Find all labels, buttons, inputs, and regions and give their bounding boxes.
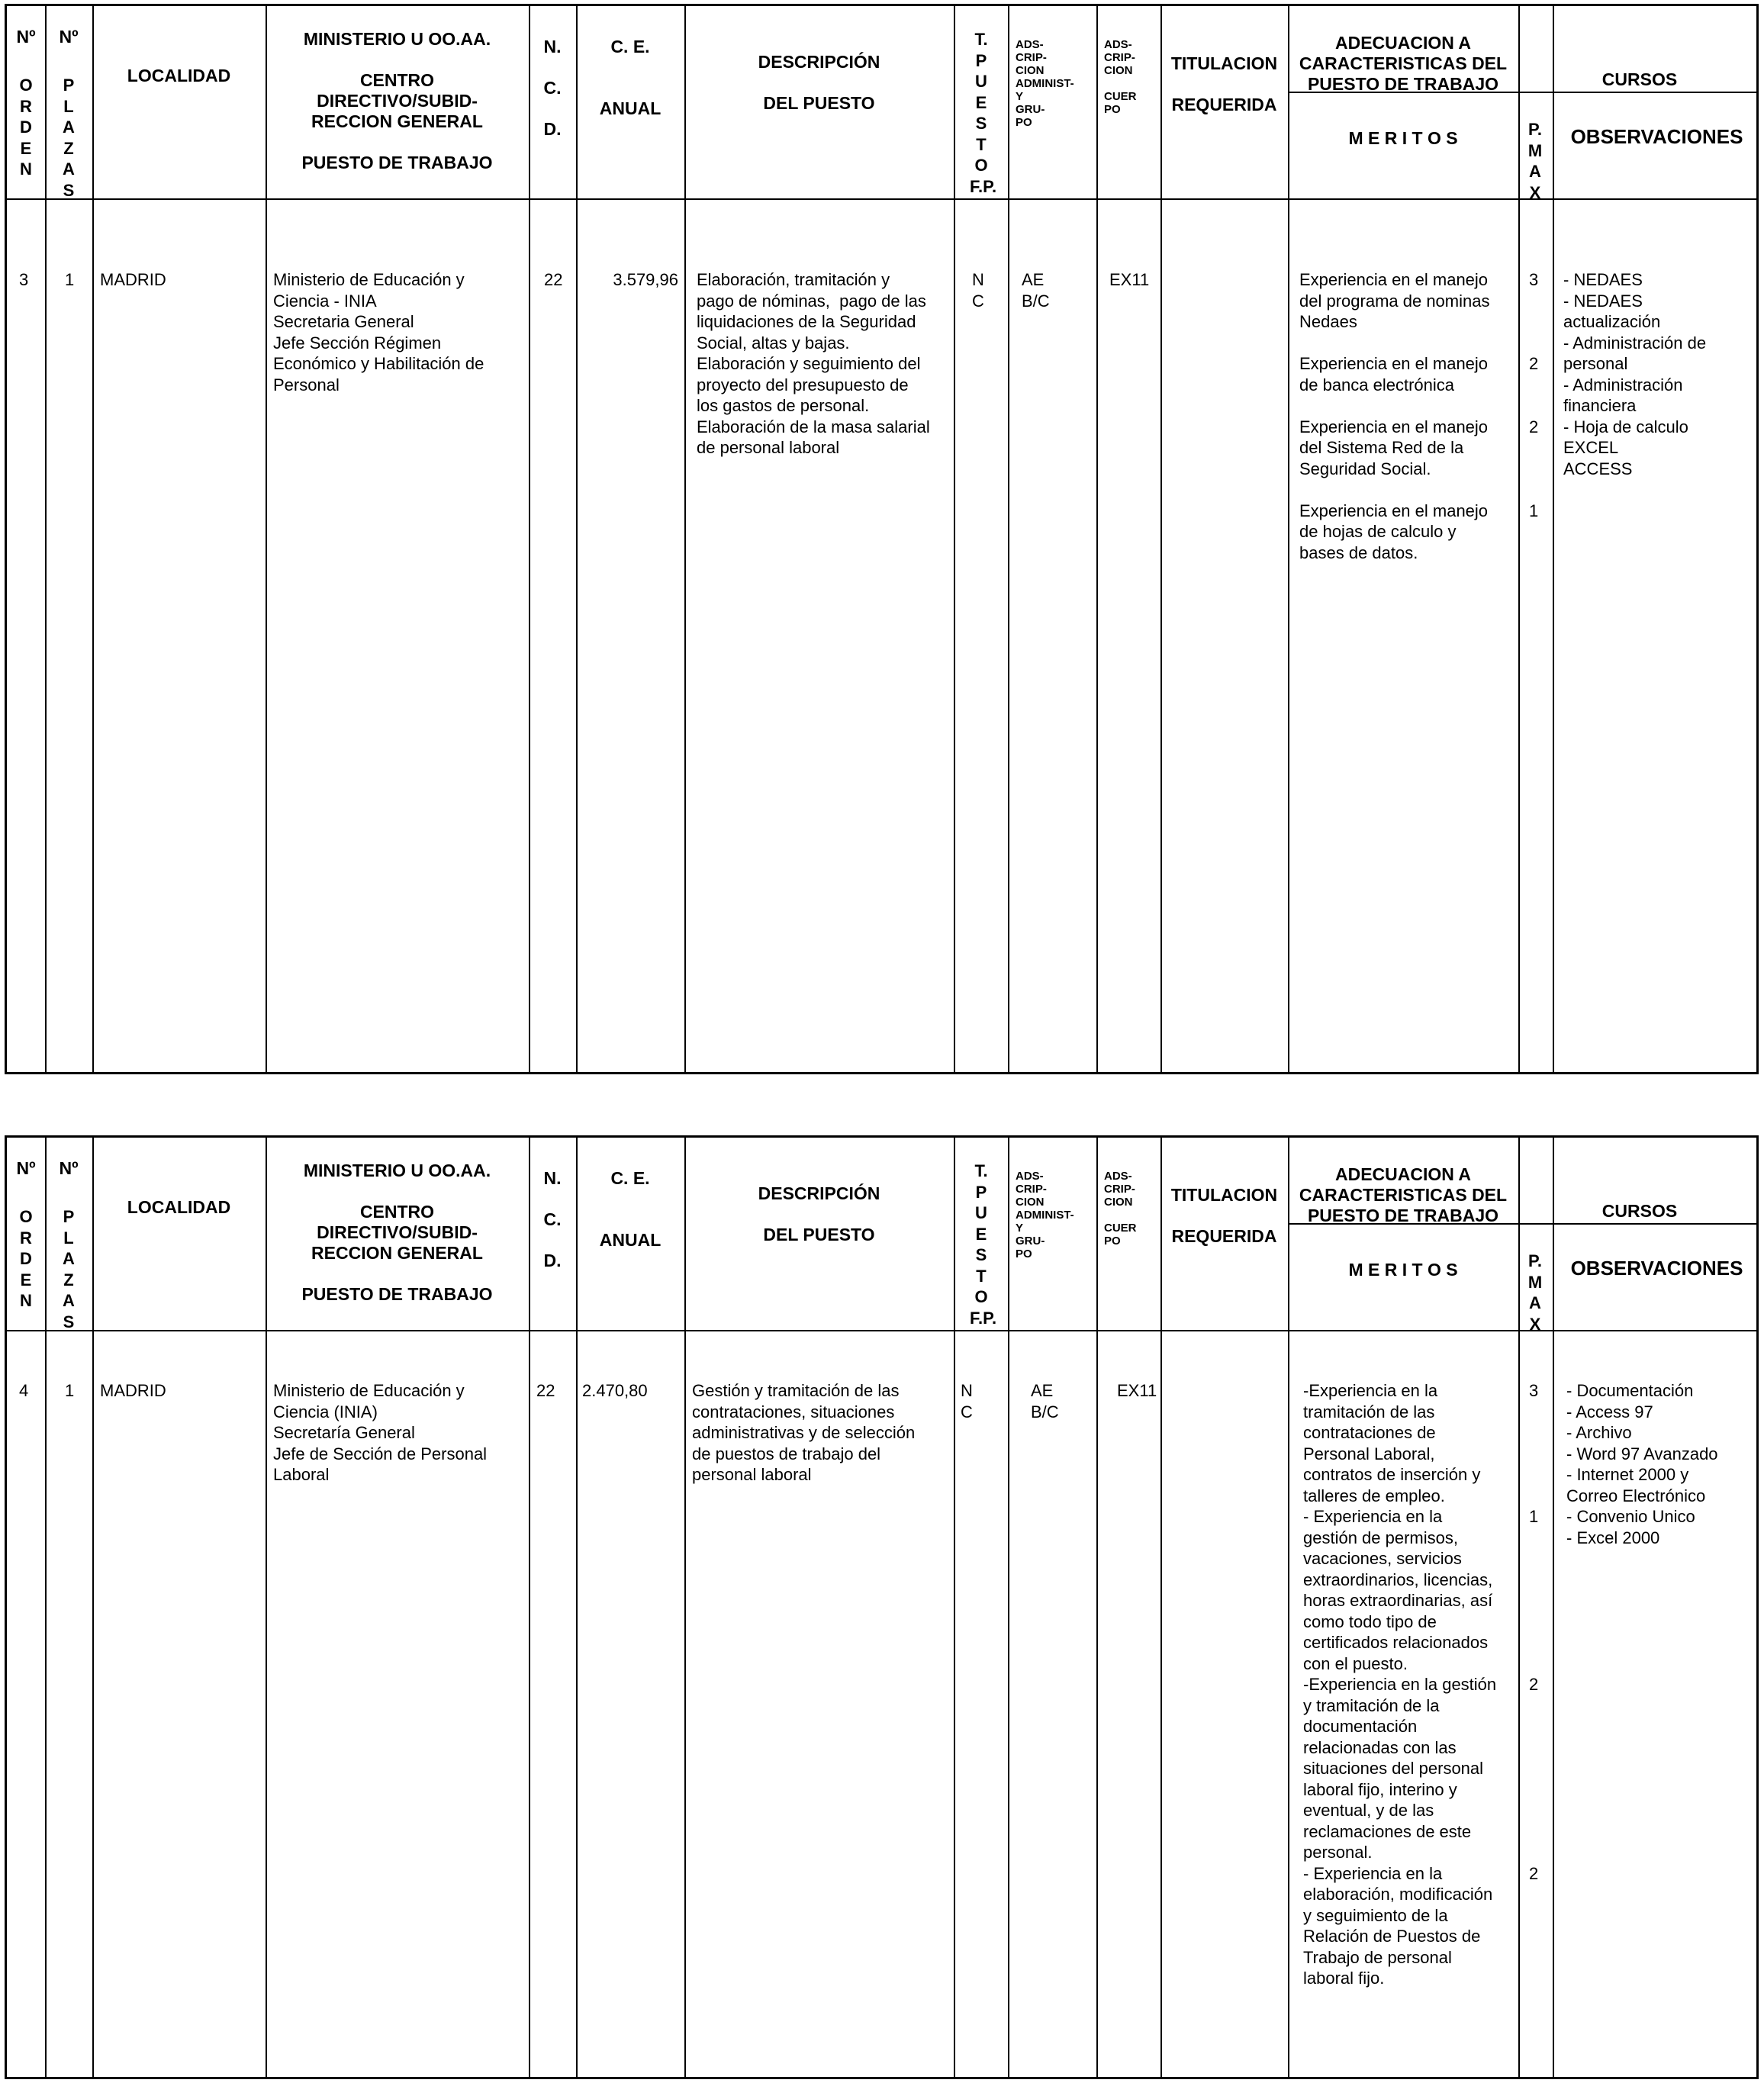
cell-adscripcion-adm: AE B/C bbox=[1022, 270, 1050, 311]
cell-adscripcion-cuerpo: EX11 bbox=[1117, 1381, 1157, 1400]
cell-plazas: 1 bbox=[65, 270, 75, 289]
header-ministerio: MINISTERIO U OO.AA. CENTRO DIRECTIVO/SUBID- RECCION GENERAL PUESTO DE TRABAJO bbox=[301, 1161, 493, 1304]
cell-ncd: 22 bbox=[536, 1381, 555, 1400]
header-adscripcion-cuerpo: ADS- CRIP- CION CUER PO bbox=[1104, 38, 1137, 116]
header-pmax: P. M A X bbox=[1527, 1251, 1543, 1334]
cell-meritos: -Experiencia en la tramitación de las contrataciones de Personal Laboral, contratos de inserción y talleres de empleo. - Experiencia en la gestión de permisos, vacaciones, servicios extraordinarios, licencias, horas extraordinarias, así como todo tipo de certificados relacionados con el puesto. -Experiencia en la gestión y tramitación de la documentación relacionadas con las situaciones del personal laboral fijo, interino y eventual, y de las reclamaciones de este personal. - Experiencia en la elaboración, modificación y seguimiento de la Relación de Puestos de Trabajo de personal laboral fijo. bbox=[1303, 1381, 1497, 1988]
header-no: Nº bbox=[16, 27, 36, 47]
cell-tpuesto: N C bbox=[961, 1381, 973, 1421]
header-tpuesto: T. P U E S T O F.P. bbox=[970, 30, 997, 196]
header-meritos: M E R I T O S bbox=[1348, 1260, 1458, 1280]
job-table-1 bbox=[5, 4, 1759, 1074]
cell-ncd: 22 bbox=[544, 270, 563, 289]
cell-descripcion: Elaboración, tramitación y pago de nóminas, pago de las liquidaciones de la Seguridad Social, altas y bajas. Elaboración y seguimiento del proyecto del presupuesto de los gastos de personal. Elaboración de la masa salarial de personal laboral bbox=[697, 270, 930, 457]
header-titulacion: TITULACION REQUERIDA bbox=[1170, 53, 1278, 114]
header-tpuesto: T. P U E S T O F.P. bbox=[970, 1161, 997, 1328]
header-ce: C. E. ANUAL bbox=[599, 37, 662, 118]
header-adscripcion-adm: ADS- CRIP- CION ADMINIST- Y GRU- PO bbox=[1016, 38, 1074, 129]
header-no-plazas: Nº bbox=[59, 27, 79, 47]
header-descripcion: DESCRIPCIÓN DEL PUESTO bbox=[758, 1183, 880, 1244]
header-adscripcion-cuerpo: ADS- CRIP- CION CUER PO bbox=[1104, 1170, 1137, 1248]
header-observaciones: OBSERVACIONES bbox=[1570, 125, 1743, 148]
cell-ministerio: Ministerio de Educación y Ciencia - INIA Secretaria General Jefe Sección Régimen Económico y Habilitación de Personal bbox=[273, 270, 484, 394]
cell-meritos: Experiencia en el manejo del programa de nominas Nedaes Experiencia en el manejo de banca electrónica Experiencia en el manejo del Sistema Red de la Seguridad Social. Experiencia en el manejo de hojas de calculo y bases de datos. bbox=[1299, 270, 1490, 562]
header-localidad: LOCALIDAD bbox=[127, 66, 231, 85]
cell-adscripcion-cuerpo: EX11 bbox=[1109, 270, 1150, 289]
header-adecuacion: ADECUACION A CARACTERISTICAS DEL PUESTO DE TRABAJO bbox=[1299, 33, 1508, 94]
cell-pmax: 3 1 2 2 bbox=[1529, 1381, 1539, 1883]
header-titulacion: TITULACION REQUERIDA bbox=[1170, 1185, 1278, 1246]
header-observaciones: OBSERVACIONES bbox=[1570, 1257, 1743, 1280]
cell-ce: 3.579,96 bbox=[613, 270, 678, 289]
cell-pmax: 3 2 2 1 bbox=[1529, 270, 1539, 520]
cell-cursos: - NEDAES - NEDAES actualización - Administración de personal - Administración financiera - Hoja de calculo EXCEL ACCESS bbox=[1563, 270, 1707, 478]
cell-cursos: - Documentación - Access 97 - Archivo - Word 97 Avanzado - Internet 2000 y Correo Electrónico - Convenio Unico - Excel 2000 bbox=[1566, 1381, 1718, 1547]
cell-plazas: 1 bbox=[65, 1381, 75, 1400]
cell-ce: 2.470,80 bbox=[582, 1381, 648, 1400]
header-orden: O R D E N bbox=[19, 1207, 33, 1310]
cell-localidad: MADRID bbox=[100, 270, 166, 289]
header-adscripcion-adm: ADS- CRIP- CION ADMINIST- Y GRU- PO bbox=[1016, 1170, 1074, 1260]
header-cursos: CURSOS bbox=[1601, 1201, 1678, 1221]
header-descripcion: DESCRIPCIÓN DEL PUESTO bbox=[758, 52, 880, 113]
header-localidad: LOCALIDAD bbox=[127, 1197, 231, 1217]
header-pmax: P. M A X bbox=[1527, 120, 1543, 202]
header-plazas: P L A Z A S bbox=[63, 1207, 75, 1331]
cell-localidad: MADRID bbox=[100, 1381, 166, 1400]
cell-orden: 3 bbox=[19, 270, 29, 289]
header-ncd: N. C. D. bbox=[543, 1168, 562, 1270]
cell-tpuesto: N C bbox=[972, 270, 984, 311]
header-plazas: P L A Z A S bbox=[63, 76, 75, 200]
header-adecuacion: ADECUACION A CARACTERISTICAS DEL PUESTO DE TRABAJO bbox=[1299, 1164, 1508, 1225]
job-table-2 bbox=[5, 1135, 1759, 2079]
header-ncd: N. C. D. bbox=[543, 37, 562, 139]
cell-orden: 4 bbox=[19, 1381, 29, 1400]
header-ministerio: MINISTERIO U OO.AA. CENTRO DIRECTIVO/SUBID- RECCION GENERAL PUESTO DE TRABAJO bbox=[301, 29, 493, 172]
cell-ministerio: Ministerio de Educación y Ciencia (INIA) Secretaría General Jefe de Sección de Personal Laboral bbox=[273, 1381, 488, 1484]
header-no: Nº bbox=[16, 1158, 36, 1178]
header-cursos: CURSOS bbox=[1601, 69, 1678, 89]
header-ce: C. E. ANUAL bbox=[599, 1168, 662, 1250]
header-meritos: M E R I T O S bbox=[1348, 128, 1458, 148]
cell-adscripcion-adm: AE B/C bbox=[1031, 1381, 1059, 1421]
header-no-plazas: Nº bbox=[59, 1158, 79, 1178]
header-orden: O R D E N bbox=[19, 76, 33, 179]
cell-descripcion: Gestión y tramitación de las contrataciones, situaciones administrativas y de selección de puestos de trabajo del personal laboral bbox=[692, 1381, 916, 1484]
